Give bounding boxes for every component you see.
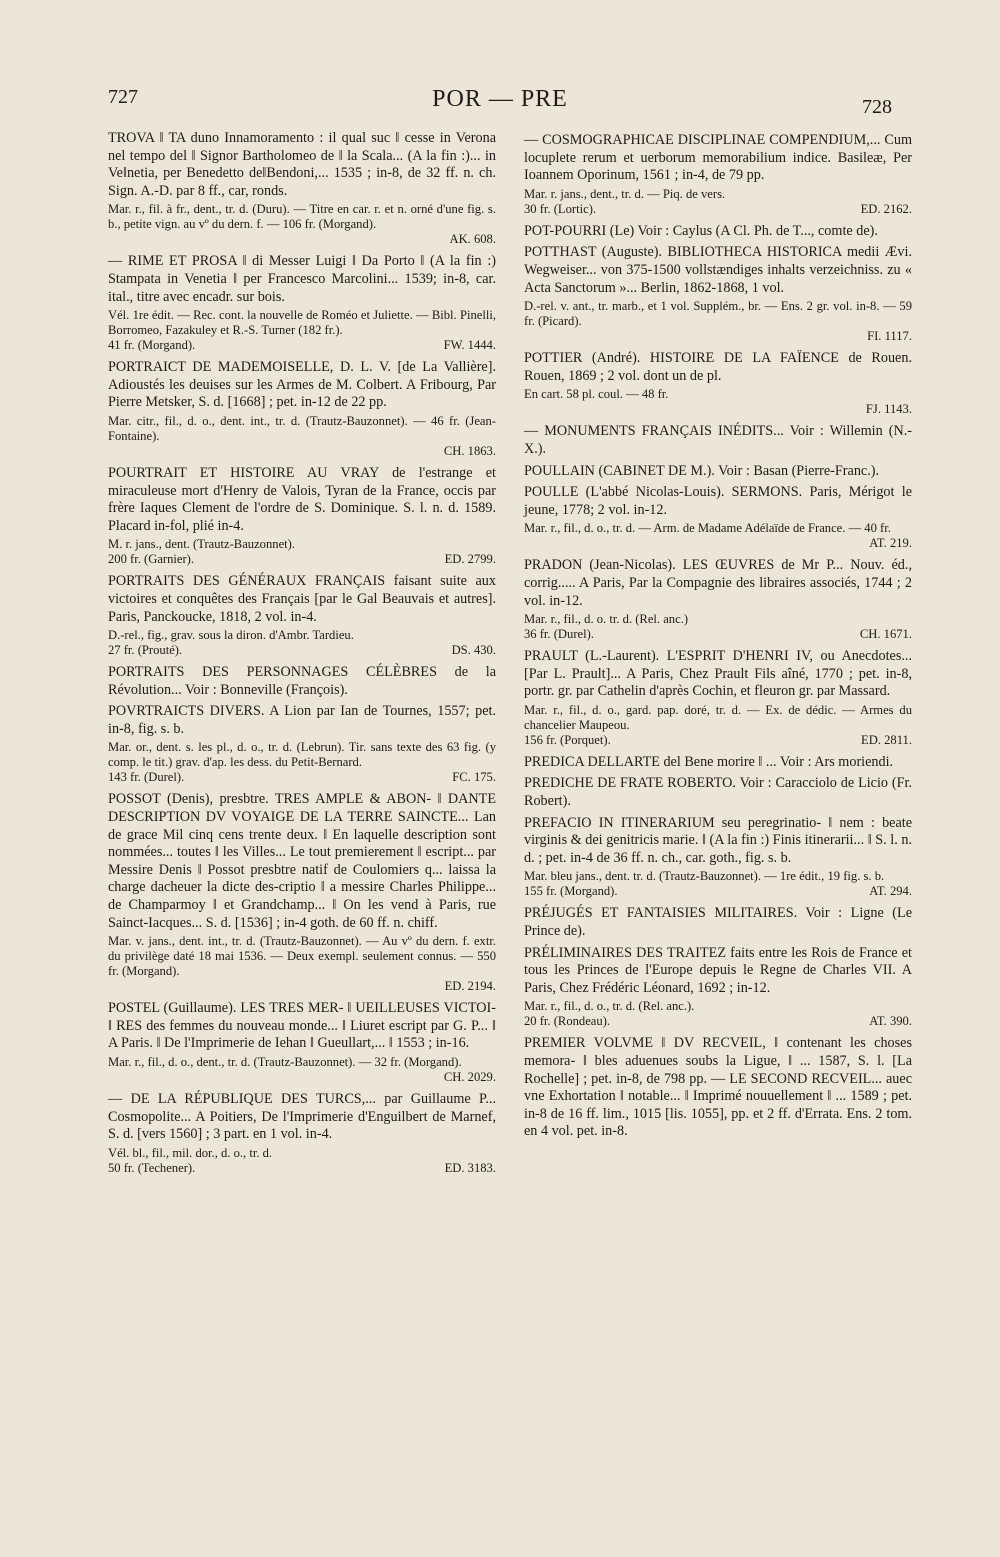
entry-text: — DE LA RÉPUBLIQUE DES TURCS,... par Guillaume P... Cosmopolite... A Poitiers, De l'Imprimerie d'Enguilbert de Marnef, S. d. [vers 1560] ; 3 part. en 1 vol. in-4. (108, 1091, 496, 1143)
entry-text: — MONUMENTS FRANÇAIS INÉDITS... Voir : Willemin (N.-X.). (524, 423, 912, 457)
catalogue-reference: AT. 294. (869, 884, 912, 899)
entry-note: Mar. r., fil., d. o., tr. d. — Arm. de Madame Adélaïde de France. — 40 fr. (524, 521, 891, 536)
sale-price: 41 fr. (Morgand). (108, 338, 196, 353)
entry-text: PREFACIO IN ITINERARIUM seu peregrinatio- ‖ nem : beate virginis & dei genitricis marie. ‖ (A la fin :) Finis itinerarii... ‖ S. l. n. d. ; pet. in-4 de 36 ff. n. ch., car. goth., fig. s. b. (524, 814, 912, 866)
entry-text: POULLAIN (CABINET DE M.). Voir : Basan (Pierre-Franc.). (524, 462, 880, 479)
bibliography-entry (524, 484, 912, 551)
entry-sale-line (524, 733, 912, 748)
catalogue-reference: ED. 2162. (860, 201, 912, 216)
entry-text: POTTHAST (Auguste). BIBLIOTHECA HISTORICA medii Ævi. Wegweiser... von 375-1500 vollstændiges inhalts verzeichniss. zu « Acta Sanctorum »... Berlin, 1862-1868, 1 vol. (524, 244, 912, 296)
entry-text: PRAULT (L.-Laurent). L'ESPRIT D'HENRI IV, ou Anecdotes... [Par L. Prault]... A Paris, Chez Prault Fils aîné, 1770 ; pet. in-8, portr. gr. par Cathelin d'après Cochin, et fleuron gr. par Massard. (524, 648, 912, 700)
entry-sale-line (524, 884, 912, 899)
bibliography-entry (524, 132, 912, 217)
bibliography-entry (108, 130, 496, 247)
catalogue-reference: AT. 219. (869, 536, 912, 551)
catalogue-reference: ED. 2799. (444, 552, 496, 567)
left-column (108, 130, 496, 1182)
catalogue-reference: ED. 2811. (861, 732, 912, 747)
entry-sale-line (524, 329, 912, 344)
catalogue-reference: CH. 1671. (859, 627, 912, 642)
entry-sale-line (108, 979, 496, 994)
sale-price: 27 fr. (Prouté). (108, 643, 183, 658)
left-page-number: 727 (108, 86, 138, 108)
bibliography-entry (108, 465, 496, 567)
entry-note: Mar. r., fil., d. o., tr. d. (Rel. anc.). (524, 999, 695, 1014)
bibliography-entry (108, 253, 496, 353)
catalogue-reference: AK. 608. (449, 232, 496, 247)
catalogue-reference: ED. 3183. (444, 1160, 496, 1175)
entry-text: PREMIER VOLVME ‖ DV RECVEIL, ‖ contenant les choses memora- ‖ bles aduenues soubs la Ligue, ‖ ... 1587, S. l. [La Rochelle] ; pet. in-8, de 798 pp. — LE SECOND RECVEIL... auec vne Exhortation ‖ notable... ‖ Imprimé nouuellement ‖ ... 1589 ; pet. in-8 de 16 ff. lim., 1015 [lis. 1055], pp. et 2 ff. d'Errata. Ens. 2 tom. en 4 vol. pet. in-8. (524, 1035, 912, 1140)
bibliography-entry (524, 754, 912, 772)
entry-text: POVRTRAICTS DIVERS. A Lion par Ian de Tournes, 1557; pet. in-8, fig. s. b. (108, 703, 496, 737)
entry-note: M. r. jans., dent. (Trautz-Bauzonnet). (108, 537, 296, 552)
entry-text: PREDICHE DE FRATE ROBERTO. Voir : Caracciolo de Licio (Fr. Robert). (524, 775, 912, 810)
entry-note: Mar. r., fil., d. o., gard. pap. doré, tr. d. — Ex. de dédic. — Armes du chancelier Maupeou. (524, 702, 912, 732)
entry-sale-line (108, 232, 496, 247)
entry-text: POULLE (L'abbé Nicolas-Louis). SERMONS. Paris, Mérigot le jeune, 1778; 2 vol. in-12. (524, 484, 912, 518)
bibliography-entry (524, 648, 912, 748)
entry-note: D.-rel. v. ant., tr. marb., et 1 vol. Supplém., br. — Ens. 2 gr. vol. in-8. — 59 fr. (Picard). (524, 299, 912, 329)
catalogue-reference: AT. 390. (869, 1014, 912, 1029)
bibliography-entry (524, 945, 912, 1030)
entry-text: POTTIER (André). HISTOIRE DE LA FAÏENCE de Rouen. Rouen, 1869 ; 2 vol. dont un de pl. (524, 350, 912, 384)
entry-note: Mar. citr., fil., d. o., dent. int., tr. d. (Trautz-Bauzonnet). — 46 fr. (Jean-Fontaine). (108, 413, 496, 443)
bibliography-entry (524, 223, 912, 241)
entry-note: Mar. r., fil., d. o. tr. d. (Rel. anc.) (524, 612, 689, 627)
bibliography-entry (524, 557, 912, 642)
entry-text: POSSOT (Denis), presbtre. TRES AMPLE & ABON- ‖ DANTE DESCRIPTION DV VOYAIGE DE LA TERRE SAINCTE... Lan de grace Mil cinq cens trente deux. ‖ En laquelle description sont nommées... toutes ‖ les Villes... Le tout premierement ‖ escript... par Messire Denis ‖ Possot presbtre natif de Coulomiers q... laissa la charge dacheuer la dicte des-criptio ‖ a messire Charles Philippe... de Champarmoy ‖ et Grandchamp... ‖ On les vend à Paris, rue Sainct-Iacques... S. d. [1536] ; in-4 goth. de 60 ff. n. chiff. (108, 791, 496, 931)
right-page-number: 728 (862, 96, 892, 118)
bibliography-entry (524, 463, 912, 481)
catalogue-reference: FJ. 1143. (865, 402, 912, 417)
sale-price: 200 fr. (Garnier). (108, 552, 195, 567)
entry-sale-line (524, 202, 912, 217)
entry-sale-line (108, 444, 496, 459)
entry-sale-line (524, 536, 912, 551)
catalogue-reference: FW. 1444. (443, 338, 496, 353)
bibliography-entry (524, 1035, 912, 1141)
bibliography-entry (524, 815, 912, 900)
entry-note: En cart. 58 pl. coul. — 48 fr. (524, 387, 669, 402)
entry-sale-line (108, 643, 496, 658)
entry-note: D.-rel., fig., grav. sous la diron. d'Ambr. Tardieu. (108, 628, 354, 643)
entry-note: Mar. r., fil. à fr., dent., tr. d. (Duru). — Titre en car. r. et n. orné d'une fig. s. b., petite vign. au vº du dern. f. — 106 fr. (Morgand). (108, 202, 496, 232)
entry-text: — COSMOGRAPHICAE DISCIPLINAE COMPENDIUM,... Cum locuplete rerum et uerborum memorabilium indice. Basileæ, Per Ioannem Oporinum, 1561 ; in-4, de 79 pp. (524, 132, 912, 184)
bibliography-entry (524, 350, 912, 417)
entry-sale-line (108, 1161, 496, 1176)
entry-note: Mar. r., fil., d. o., dent., tr. d. (Trautz-Bauzonnet). — 32 fr. (Morgand). (108, 1055, 462, 1069)
bibliography-entry (524, 244, 912, 344)
entry-sale-line (108, 552, 496, 567)
entry-note: Mar. r. jans., dent., tr. d. — Piq. de vers. (524, 186, 726, 201)
entry-text: PORTRAITS DES PERSONNAGES CÉLÈBRES de la Révolution... Voir : Bonneville (François). (108, 664, 496, 698)
entry-text: POURTRAIT ET HISTOIRE AU VRAY de l'estrange et miraculeuse mort d'Henry de Valois, Tyran de la France, occis par frère Iaques Clement de l'ordre de S. Dominique. S. l. n. d. 1589. Placard in-fol, plié in-4. (108, 464, 496, 534)
entry-note: Mar. v. jans., dent. int., tr. d. (Trautz-Bauzonnet). — Au vº du dern. f. extr. du privilège daté 18 mai 1536. — Deux exempl. seulement connus. — 550 fr. (Morgand). (108, 934, 496, 979)
catalogue-reference: FC. 175. (452, 770, 496, 785)
entry-note: Vél. 1re édit. — Rec. cont. la nouvelle de Roméo et Juliette. — Bibl. Pinelli, Borromeo, Fazakuley et R.-S. Turner (182 fr.). (108, 308, 496, 338)
right-column (524, 132, 912, 1145)
entry-text: PRADON (Jean-Nicolas). LES ŒUVRES de Mr P... Nouv. éd., corrig..... A Paris, Par la Compagnie des libraires associés, 1744 ; 2 vol. in-12. (524, 557, 912, 609)
catalogue-reference: CH. 1863. (443, 443, 496, 458)
bibliography-entry (108, 1091, 496, 1176)
bibliography-entry (108, 573, 496, 658)
entry-text: POT-POURRI (Le) Voir : Caylus (A Cl. Ph. de T..., comte de). (524, 222, 878, 239)
entry-sale-line (524, 1014, 912, 1029)
entry-sale-line (524, 627, 912, 642)
sale-price: 143 fr. (Durel). (108, 770, 185, 785)
entry-sale-line (108, 770, 496, 785)
bibliography-entry (108, 791, 496, 994)
entry-sale-line (108, 338, 496, 353)
bibliography-entry (108, 1000, 496, 1085)
entry-sale-line (524, 402, 912, 417)
entry-note: Mar. bleu jans., dent. tr. d. (Trautz-Bauzonnet). — 1re édit., 19 fig. s. b. (524, 869, 885, 884)
bibliography-entry (108, 664, 496, 699)
bibliography-entry (524, 775, 912, 810)
bibliography-entry (108, 359, 496, 459)
entry-text: TROVA ‖ TA duno Innamoramento : il qual suc ‖ cesse in Verona nel tempo del ‖ Signor Bartholomeo de ‖ la Scala... (A la fin :)... in Ve‖netia, per Benedetto de‖Bendoni,... 1535 ; in-8, de 32 ff. n. ch. Sign. A.-D. par 8 ff., car, ronds. (108, 130, 496, 199)
sale-price: 50 fr. (Techener). (108, 1160, 196, 1175)
sale-price: 30 fr. (Lortic). (524, 201, 597, 216)
catalogue-reference: ED. 2194. (444, 979, 496, 994)
sale-price: 36 fr. (Durel). (524, 627, 594, 642)
catalogue-reference: DS. 430. (451, 643, 496, 658)
entry-text: PREDICA DELLARTE del Bene morire ‖ ... Voir : Ars moriendi. (524, 753, 894, 770)
sale-price: 156 fr. (Porquet). (524, 732, 611, 747)
entry-text: PORTRAITS DES GÉNÉRAUX FRANÇAIS faisant suite aux victoires et conquêtes des Français [par le Gal Beauvais et autres]. Paris, Panckoucke, 1818, 2 vol. in-4. (108, 573, 496, 625)
sale-price: 20 fr. (Rondeau). (524, 1014, 611, 1029)
catalogue-reference: FI. 1117. (867, 329, 912, 344)
bibliography-entry (108, 703, 496, 785)
entry-note: Vél. bl., fil., mil. dor., d. o., tr. d. (108, 1145, 273, 1160)
entry-text: POSTEL (Guillaume). LES TRES MER- ‖ UEILLEUSES VICTOI- ‖ RES des femmes du nouveau monde... ‖ Liuret escript par G. P... ‖ A Paris. ‖ De l'Imprimerie de Iehan ‖ Gueullart,... ‖ 1553 ; in-16. (108, 1000, 496, 1052)
entry-note: Mar. or., dent. s. les pl., d. o., tr. d. (Lebrun). Tir. sans texte des 63 fig. (y comp. le tit.) grav. d'ap. les dess. du Petit-Bernard. (108, 740, 496, 770)
entry-text: PRÉJUGÉS ET FANTAISIES MILITAIRES. Voir : Ligne (Le Prince de). (524, 905, 912, 940)
sale-price: 155 fr. (Morgand). (524, 884, 618, 899)
entry-text: PRÉLIMINAIRES DES TRAITEZ faits entre les Rois de France et tous les Princes de l'Europe depuis le Regne de Charles VII. A Paris, Chez Frédéric Léonard, 1692 ; in-12. (524, 944, 912, 996)
entry-text: — RIME ET PROSA ‖ di Messer Luigi ‖ Da Porto ‖ (A la fin :) Stampata in Venetia ‖ per Francesco Marcolini... 1539; in-8, car. ital., titre avec encadr. sur bois. (108, 253, 496, 305)
entry-text: PORTRAICT DE MADEMOISELLE, D. L. V. [de La Vallière]. Adioustés les deuises sur les Armes de M. Colbert. A Fribourg, Par Pierre Metsker, S. d. [1668] ; pet. in-12 de 22 pp. (108, 359, 496, 411)
bibliography-entry (524, 905, 912, 940)
bibliography-entry (524, 423, 912, 458)
entry-sale-line (108, 1070, 496, 1085)
running-head: POR — PRE (432, 86, 568, 112)
catalogue-reference: CH. 2029. (443, 1070, 496, 1084)
